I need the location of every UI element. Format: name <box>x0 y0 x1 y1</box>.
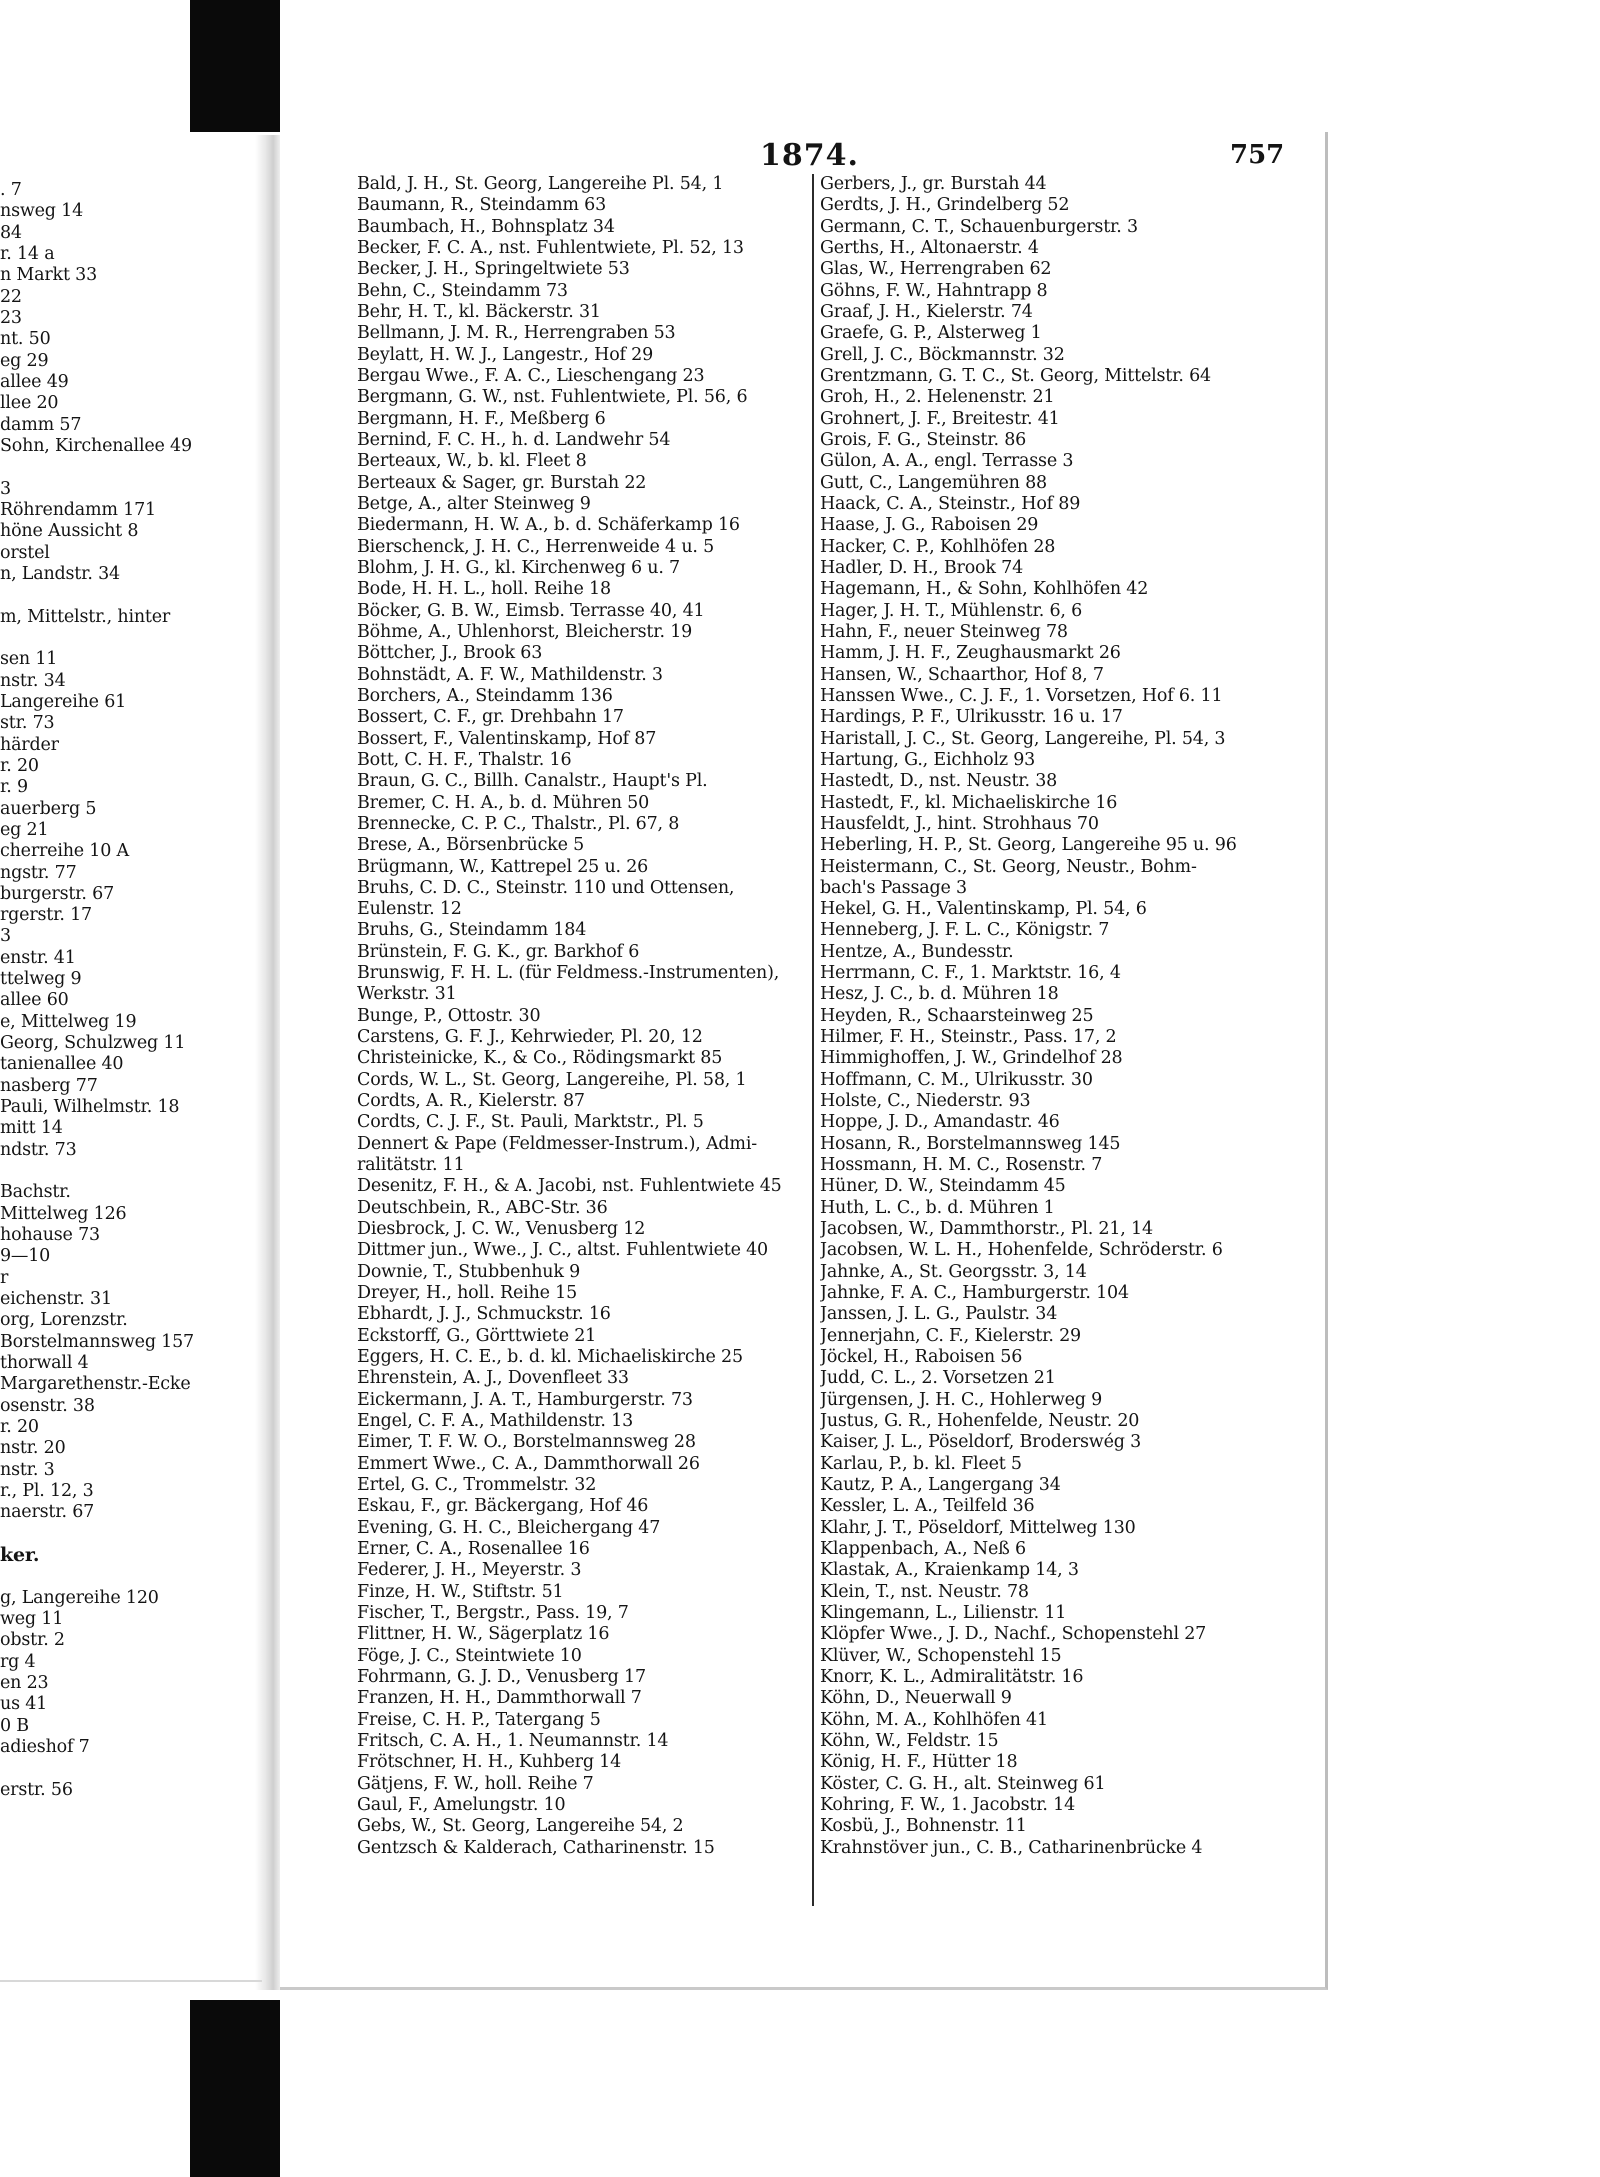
directory-entry: Köster, C. G. H., alt. Steinweg 61 <box>820 1773 1106 1794</box>
left-page-line: ker. <box>0 1545 40 1566</box>
directory-entry: Baumbach, H., Bohnsplatz 34 <box>357 216 615 237</box>
directory-entry: Haristall, J. C., St. Georg, Langereihe, Pl. 54, 3 <box>820 728 1226 749</box>
left-page-line: Sohn, Kirchenallee 49 <box>0 435 192 456</box>
directory-entry: Böttcher, J., Brook 63 <box>357 643 543 664</box>
directory-entry: Biedermann, H. W. A., b. d. Schäferkamp 16 <box>357 515 740 536</box>
directory-entry: Hacker, C. P., Kohlhöfen 28 <box>820 536 1056 557</box>
left-page-line: ngstr. 77 <box>0 862 77 883</box>
directory-entry: Haase, J. G., Raboisen 29 <box>820 515 1039 536</box>
left-page-line: Pauli, Wilhelmstr. 18 <box>0 1097 180 1118</box>
directory-entry: Klein, T., nst. Neustr. 78 <box>820 1581 1029 1602</box>
left-page-line: nt. 50 <box>0 329 51 350</box>
directory-entry: Glas, W., Herrengraben 62 <box>820 259 1052 280</box>
directory-entry: Bierschenck, J. H. C., Herrenweide 4 u. 5 <box>357 536 715 557</box>
directory-entry: Böhme, A., Uhlenhorst, Bleicherstr. 19 <box>357 621 693 642</box>
directory-entry: Germann, C. T., Schauenburgerstr. 3 <box>820 216 1138 237</box>
directory-entry: Gentzsch & Kalderach, Catharinenstr. 15 <box>357 1837 715 1858</box>
left-page-line: weg 11 <box>0 1608 64 1629</box>
directory-entry: Federer, J. H., Meyerstr. 3 <box>357 1560 582 1581</box>
directory-entry: Eggers, H. C. E., b. d. kl. Michaeliskirche 25 <box>357 1347 743 1368</box>
directory-entry: Karlau, P., b. kl. Fleet 5 <box>820 1453 1022 1474</box>
left-page-line: Margarethenstr.-Ecke <box>0 1374 191 1395</box>
directory-entry: Hartung, G., Eichholz 93 <box>820 749 1036 770</box>
directory-entry: Jöckel, H., Raboisen 56 <box>820 1347 1023 1368</box>
left-page-line: m, Mittelstr., hinter <box>0 606 171 627</box>
left-page-line: härder <box>0 734 59 755</box>
directory-entry: Himmighoffen, J. W., Grindelhof 28 <box>820 1048 1123 1069</box>
directory-entry: Fischer, T., Bergstr., Pass. 19, 7 <box>357 1602 629 1623</box>
left-page-line <box>0 457 262 478</box>
directory-entry: Eimer, T. F. W. O., Borstelmannsweg 28 <box>357 1432 696 1453</box>
directory-entry: Bergau Wwe., F. A. C., Lieschengang 23 <box>357 365 705 386</box>
directory-entry: Bellmann, J. M. R., Herrengraben 53 <box>357 323 676 344</box>
left-page-line <box>0 628 262 649</box>
directory-entry: Bergmann, H. F., Meßberg 6 <box>357 408 606 429</box>
directory-entry: Erner, C. A., Rosenallee 16 <box>357 1539 590 1559</box>
directory-entry: Desenitz, F. H., & A. Jacobi, nst. Fuhlentwiete 45 <box>357 1176 782 1197</box>
left-page-line: enstr. 41 <box>0 947 76 968</box>
left-page-line: orstel <box>0 542 50 563</box>
directory-entry: Jennerjahn, C. F., Kielerstr. 29 <box>820 1325 1081 1346</box>
directory-entry: Graaf, J. H., Kielerstr. 74 <box>820 301 1033 322</box>
directory-entry: Heyden, R., Schaarsteinweg 25 <box>820 1005 1094 1026</box>
directory-entry: Bremer, C. H. A., b. d. Mühren 50 <box>357 792 650 813</box>
directory-entry: Frötschner, H. H., Kuhberg 14 <box>357 1752 622 1773</box>
left-page-line <box>0 1758 262 1779</box>
left-page-line: 9—10 <box>0 1246 51 1267</box>
directory-entry: Bossert, C. F., gr. Drehbahn 17 <box>357 707 624 728</box>
left-page-line: Bachstr. <box>0 1182 71 1203</box>
directory-entry: Kaiser, J. L., Pöseldorf, Broderswég 3 <box>820 1432 1142 1453</box>
directory-entry: Brünstein, F. G. K., gr. Barkhof 6 <box>357 941 640 962</box>
left-page-line: n, Landstr. 34 <box>0 563 120 584</box>
directory-entry: Hoffmann, C. M., Ulrikusstr. 30 <box>820 1069 1093 1090</box>
directory-entry: Ertel, G. C., Trommelstr. 32 <box>357 1475 597 1496</box>
directory-entry: Holste, C., Niederstr. 93 <box>820 1091 1031 1112</box>
left-page-line: obstr. 2 <box>0 1630 65 1651</box>
directory-entry: Brese, A., Börsenbrücke 5 <box>357 835 585 856</box>
directory-column-right <box>820 174 1320 1859</box>
left-page-line: r. 9 <box>0 777 28 798</box>
directory-entry: Werkstr. 31 <box>357 984 457 1005</box>
directory-entry: Becker, J. H., Springeltwiete 53 <box>357 259 630 280</box>
page-year: 1874. <box>760 138 859 173</box>
left-page-line: 3 <box>0 926 11 947</box>
left-page-line: us 41 <box>0 1694 48 1715</box>
left-page-line <box>0 1524 262 1545</box>
directory-entry: Diesbrock, J. C. W., Venusberg 12 <box>357 1219 646 1240</box>
directory-entry: Borchers, A., Steindamm 136 <box>357 685 613 706</box>
directory-entry: Hosann, R., Borstelmannsweg 145 <box>820 1133 1121 1154</box>
left-page-line: r. 14 a <box>0 243 55 264</box>
directory-entry: Ebhardt, J. J., Schmuckstr. 16 <box>357 1304 611 1325</box>
directory-entry: Beylatt, H. W. J., Langestr., Hof 29 <box>357 344 654 365</box>
directory-entry: Eckstorff, G., Görttwiete 21 <box>357 1325 597 1346</box>
directory-entry: Bohnstädt, A. F. W., Mathildenstr. 3 <box>357 664 663 685</box>
directory-entry: Köhn, M. A., Kohlhöfen 41 <box>820 1709 1048 1730</box>
left-page-line: nstr. 34 <box>0 670 66 691</box>
directory-entry: Gebs, W., St. Georg, Langereihe 54, 2 <box>357 1816 684 1837</box>
left-page-line: 3 <box>0 478 11 499</box>
directory-entry: Bald, J. H., St. Georg, Langereihe Pl. 54, 1 <box>357 174 724 194</box>
left-page-line: nasberg 77 <box>0 1075 98 1096</box>
directory-entry: Henneberg, J. F. L. C., Königstr. 7 <box>820 920 1110 941</box>
left-page-line: hohause 73 <box>0 1225 100 1246</box>
directory-entry: Hastedt, D., nst. Neustr. 38 <box>820 771 1058 792</box>
directory-entry: Behr, H. T., kl. Bäckerstr. 31 <box>357 301 601 322</box>
left-page-line: allee 49 <box>0 371 69 392</box>
directory-entry: Becker, F. C. A., nst. Fuhlentwiete, Pl. 52, 13 <box>357 237 744 258</box>
directory-entry: Flittner, H. W., Sägerplatz 16 <box>357 1624 610 1645</box>
directory-entry: Groh, H., 2. Helenenstr. 21 <box>820 387 1055 408</box>
directory-entry: Jahnke, F. A. C., Hamburgerstr. 104 <box>820 1283 1129 1304</box>
left-page-line: nsweg 14 <box>0 201 84 222</box>
directory-entry: bach's Passage 3 <box>820 877 967 898</box>
left-page-line: 0 B <box>0 1715 29 1736</box>
left-page-line: naerstr. 67 <box>0 1502 95 1523</box>
left-page-line: llee 20 <box>0 393 59 414</box>
left-page-column <box>0 180 262 1801</box>
directory-entry: Eulenstr. 12 <box>357 899 462 920</box>
directory-entry: Carstens, G. F. J., Kehrwieder, Pl. 20, 12 <box>357 1027 703 1048</box>
directory-entry: Cordts, C. J. F., St. Pauli, Marktstr., Pl. 5 <box>357 1112 704 1133</box>
left-page-line: e, Mittelweg 19 <box>0 1011 137 1032</box>
left-page <box>0 150 262 1982</box>
left-page-line: sen 11 <box>0 649 58 670</box>
directory-entry: Bossert, F., Valentinskamp, Hof 87 <box>357 728 657 749</box>
directory-entry: Hastedt, F., kl. Michaeliskirche 16 <box>820 792 1118 813</box>
left-page-line: tanienallee 40 <box>0 1054 124 1075</box>
directory-entry: Kautz, P. A., Langergang 34 <box>820 1475 1061 1496</box>
directory-entry: Baumann, R., Steindamm 63 <box>357 195 607 216</box>
directory-entry: Berteaux & Sager, gr. Burstah 22 <box>357 472 647 493</box>
directory-entry: Heistermann, C., St. Georg, Neustr., Bohm- <box>820 856 1197 877</box>
left-page-line <box>0 1566 262 1587</box>
left-page-line: Langereihe 61 <box>0 691 127 712</box>
left-page-line: en 23 <box>0 1672 49 1693</box>
directory-entry: Bernind, F. C. H., h. d. Landwehr 54 <box>357 429 671 450</box>
directory-entry: Blohm, J. H. G., kl. Kirchenweg 6 u. 7 <box>357 557 680 578</box>
directory-entry: Dennert & Pape (Feldmesser-Instrum.), Admi- <box>357 1133 757 1154</box>
left-page-line: r., Pl. 12, 3 <box>0 1481 94 1502</box>
directory-entry: Gerbers, J., gr. Burstah 44 <box>820 174 1047 194</box>
directory-entry: Bruhs, C. D. C., Steinstr. 110 und Ottensen, <box>357 877 735 898</box>
directory-entry: Bruhs, G., Steindamm 184 <box>357 920 587 941</box>
directory-entry: Finze, H. W., Stiftstr. 51 <box>357 1581 564 1602</box>
directory-entry: Kosbü, J., Bohnenstr. 11 <box>820 1816 1027 1837</box>
directory-entry: Hilmer, F. H., Steinstr., Pass. 17, 2 <box>820 1027 1117 1048</box>
left-page-line: cherreihe 10 A <box>0 841 129 862</box>
left-page-line: 23 <box>0 307 22 328</box>
directory-entry: Hossmann, H. M. C., Rosenstr. 7 <box>820 1155 1103 1176</box>
directory-entry: Emmert Wwe., C. A., Dammthorwall 26 <box>357 1453 700 1474</box>
left-page-line <box>0 585 262 606</box>
directory-entry: Fritsch, C. A. H., 1. Neumannstr. 14 <box>357 1730 669 1751</box>
directory-entry: Brennecke, C. P. C., Thalstr., Pl. 67, 8 <box>357 813 680 834</box>
directory-entry: Jürgensen, J. H. C., Hohlerweg 9 <box>820 1389 1103 1410</box>
left-page-line: osenstr. 38 <box>0 1395 95 1416</box>
directory-entry: Gerths, H., Altonaerstr. 4 <box>820 237 1039 258</box>
directory-entry: Grentzmann, G. T. C., St. Georg, Mittelstr. 64 <box>820 365 1211 386</box>
directory-entry: Hausfeldt, J., hint. Strohhaus 70 <box>820 813 1099 834</box>
directory-entry: Bergmann, G. W., nst. Fuhlentwiete, Pl. 56, 6 <box>357 387 748 408</box>
page-number: 757 <box>1230 140 1285 170</box>
directory-entry: Eskau, F., gr. Bäckergang, Hof 46 <box>357 1496 649 1517</box>
left-page-line: 22 <box>0 286 22 307</box>
directory-entry: Deutschbein, R., ABC-Str. 36 <box>357 1197 608 1218</box>
column-divider <box>812 174 814 1906</box>
directory-entry: Evening, G. H. C., Bleichergang 47 <box>357 1517 661 1538</box>
directory-entry: Göhns, F. W., Hahntrapp 8 <box>820 280 1048 301</box>
directory-entry: Bunge, P., Ottostr. 30 <box>357 1005 541 1026</box>
directory-entry: Hardings, P. F., Ulrikusstr. 16 u. 17 <box>820 707 1123 728</box>
left-page-line: r. 20 <box>0 755 39 776</box>
directory-entry: Hüner, D. W., Steindamm 45 <box>820 1176 1066 1197</box>
directory-entry: Hoppe, J. D., Amandastr. 46 <box>820 1112 1060 1133</box>
left-page-line: str. 73 <box>0 713 55 734</box>
left-page-line: nstr. 20 <box>0 1438 66 1459</box>
left-page-line: adieshof 7 <box>0 1736 90 1757</box>
left-page-line: burgerstr. 67 <box>0 883 115 904</box>
left-page-line: damm 57 <box>0 414 82 435</box>
directory-entry: Gerdts, J. H., Grindelberg 52 <box>820 195 1070 216</box>
directory-entry: Hentze, A., Bundesstr. <box>820 941 1014 962</box>
directory-entry: Kohring, F. W., 1. Jacobstr. 14 <box>820 1794 1076 1815</box>
left-page-line: ndstr. 73 <box>0 1139 77 1160</box>
left-page-line: erstr. 56 <box>0 1779 73 1800</box>
directory-entry: Jacobsen, W. L. H., Hohenfelde, Schröderstr. 6 <box>820 1240 1223 1261</box>
left-page-line: allee 60 <box>0 990 69 1011</box>
directory-entry: Gülon, A. A., engl. Terrasse 3 <box>820 451 1074 472</box>
directory-entry: Grohnert, J. F., Breitestr. 41 <box>820 408 1060 429</box>
left-page-line: Georg, Schulzweg 11 <box>0 1033 186 1054</box>
directory-entry: Brügmann, W., Kattrepel 25 u. 26 <box>357 856 649 877</box>
directory-entry: Klöpfer Wwe., J. D., Nachf., Schopenstehl 27 <box>820 1624 1207 1645</box>
directory-entry: Betge, A., alter Steinweg 9 <box>357 493 591 514</box>
left-page-line <box>0 1161 262 1182</box>
directory-entry: Fohrmann, G. J. D., Venusberg 17 <box>357 1666 646 1687</box>
directory-entry: Krahnstöver jun., C. B., Catharinenbrücke 4 <box>820 1837 1203 1858</box>
directory-entry: Judd, C. L., 2. Vorsetzen 21 <box>820 1368 1056 1389</box>
left-page-line: rgerstr. 17 <box>0 905 92 926</box>
directory-entry: Böcker, G. B. W., Eimsb. Terrasse 40, 41 <box>357 600 705 621</box>
left-page-line: Röhrendamm 171 <box>0 499 156 520</box>
directory-entry: Grois, F. G., Steinstr. 86 <box>820 429 1027 450</box>
left-page-line: nstr. 3 <box>0 1459 55 1480</box>
left-page-line: n Markt 33 <box>0 265 98 286</box>
directory-entry: Haack, C. A., Steinstr., Hof 89 <box>820 493 1081 514</box>
directory-entry: Hekel, G. H., Valentinskamp, Pl. 54, 6 <box>820 899 1147 920</box>
directory-entry: Föge, J. C., Steintwiete 10 <box>357 1645 582 1666</box>
directory-entry: Köhn, W., Feldstr. 15 <box>820 1730 999 1751</box>
left-page-line: ttelweg 9 <box>0 969 82 990</box>
directory-entry: Dreyer, H., holl. Reihe 15 <box>357 1283 578 1304</box>
directory-entry: Hadler, D. H., Brook 74 <box>820 557 1024 578</box>
directory-entry: Behn, C., Steindamm 73 <box>357 280 568 301</box>
directory-entry: Dittmer jun., Wwe., J. C., altst. Fuhlentwiete 40 <box>357 1240 768 1261</box>
directory-entry: Hansen, W., Schaarthor, Hof 8, 7 <box>820 664 1104 685</box>
directory-entry: König, H. F., Hütter 18 <box>820 1752 1018 1773</box>
left-page-line: thorwall 4 <box>0 1353 89 1374</box>
directory-entry: Gätjens, F. W., holl. Reihe 7 <box>357 1773 594 1794</box>
directory-entry: Downie, T., Stubbenhuk 9 <box>357 1261 581 1282</box>
directory-entry: Hager, J. H. T., Mühlenstr. 6, 6 <box>820 600 1083 621</box>
directory-entry: Ehrenstein, A. J., Dovenfleet 33 <box>357 1368 629 1389</box>
directory-entry: Jahnke, A., St. Georgsstr. 3, 14 <box>820 1261 1087 1282</box>
directory-entry: Heberling, H. P., St. Georg, Langereihe 95 u. 96 <box>820 835 1237 856</box>
left-page-line: Mittelweg 126 <box>0 1203 127 1224</box>
directory-entry: Klappenbach, A., Neß 6 <box>820 1539 1026 1559</box>
directory-entry: Kessler, L. A., Teilfeld 36 <box>820 1496 1035 1517</box>
directory-entry: Engel, C. F. A., Mathildenstr. 13 <box>357 1411 634 1432</box>
left-page-line: g, Langereihe 120 <box>0 1587 159 1608</box>
directory-entry: Jacobsen, W., Dammthorstr., Pl. 21, 14 <box>820 1219 1153 1240</box>
directory-entry: Eickermann, J. A. T., Hamburgerstr. 73 <box>357 1389 693 1410</box>
directory-entry: Cords, W. L., St. Georg, Langereihe, Pl. 58, 1 <box>357 1069 747 1090</box>
directory-entry: ralitätstr. 11 <box>357 1155 465 1176</box>
directory-entry: Bott, C. H. F., Thalstr. 16 <box>357 749 572 770</box>
directory-entry: Gutt, C., Langemühren 88 <box>820 472 1047 493</box>
directory-entry: Klahr, J. T., Pöseldorf, Mittelweg 130 <box>820 1517 1136 1538</box>
directory-entry: Knorr, K. L., Admiralitätstr. 16 <box>820 1666 1084 1687</box>
directory-entry: Gaul, F., Amelungstr. 10 <box>357 1794 566 1815</box>
left-page-line: mitt 14 <box>0 1118 63 1139</box>
left-page-line: auerberg 5 <box>0 798 97 819</box>
left-page-line: Borstelmannsweg 157 <box>0 1331 194 1352</box>
binding-strip-bottom <box>190 2000 280 2177</box>
directory-entry: Klingemann, L., Lilienstr. 11 <box>820 1602 1067 1623</box>
directory-entry: Brunswig, F. H. L. (für Feldmess.-Instrumenten), <box>357 963 780 984</box>
directory-entry: Braun, G. C., Billh. Canalstr., Haupt's Pl. <box>357 771 708 792</box>
directory-entry: Cordts, A. R., Kielerstr. 87 <box>357 1091 585 1112</box>
directory-entry: Hahn, F., neuer Steinweg 78 <box>820 621 1068 642</box>
directory-entry: Herrmann, C. F., 1. Marktstr. 16, 4 <box>820 963 1121 984</box>
directory-entry: Justus, G. R., Hohenfelde, Neustr. 20 <box>820 1411 1140 1432</box>
left-page-line: eg 29 <box>0 350 49 371</box>
left-page-line: rg 4 <box>0 1651 36 1672</box>
directory-entry: Hagemann, H., & Sohn, Kohlhöfen 42 <box>820 579 1149 600</box>
directory-entry: Janssen, J. L. G., Paulstr. 34 <box>820 1304 1058 1325</box>
directory-entry: Hamm, J. H. F., Zeughausmarkt 26 <box>820 643 1121 664</box>
binding-strip-top <box>190 0 280 132</box>
left-page-line: eichenstr. 31 <box>0 1289 112 1310</box>
directory-entry: Christeinicke, K., & Co., Rödingsmarkt 85 <box>357 1048 723 1069</box>
directory-entry: Franzen, H. H., Dammthorwall 7 <box>357 1688 642 1709</box>
left-page-line: eg 21 <box>0 819 49 840</box>
directory-entry: Bode, H. H. L., holl. Reihe 18 <box>357 579 611 600</box>
directory-entry: Huth, L. C., b. d. Mühren 1 <box>820 1197 1055 1218</box>
left-page-line: r <box>0 1267 9 1288</box>
directory-entry: Köhn, D., Neuerwall 9 <box>820 1688 1012 1709</box>
directory-entry: Freise, C. H. P., Tatergang 5 <box>357 1709 601 1730</box>
directory-entry: Hanssen Wwe., C. J. F., 1. Vorsetzen, Hof 6. 11 <box>820 685 1223 706</box>
left-page-line: 84 <box>0 222 22 243</box>
directory-entry: Graefe, G. P., Alsterweg 1 <box>820 323 1042 344</box>
left-page-line: org, Lorenzstr. <box>0 1310 128 1331</box>
left-page-line: r. 20 <box>0 1417 39 1438</box>
directory-entry: Klastak, A., Kraienkamp 14, 3 <box>820 1560 1079 1581</box>
directory-entry: Grell, J. C., Böckmannstr. 32 <box>820 344 1065 365</box>
directory-entry: Klüver, W., Schopenstehl 15 <box>820 1645 1062 1666</box>
left-page-line: höne Aussicht 8 <box>0 521 139 542</box>
left-page-line: . 7 <box>0 180 22 200</box>
directory-entry: Berteaux, W., b. kl. Fleet 8 <box>357 451 587 472</box>
directory-entry: Hesz, J. C., b. d. Mühren 18 <box>820 984 1059 1005</box>
right-page <box>280 132 1328 1990</box>
